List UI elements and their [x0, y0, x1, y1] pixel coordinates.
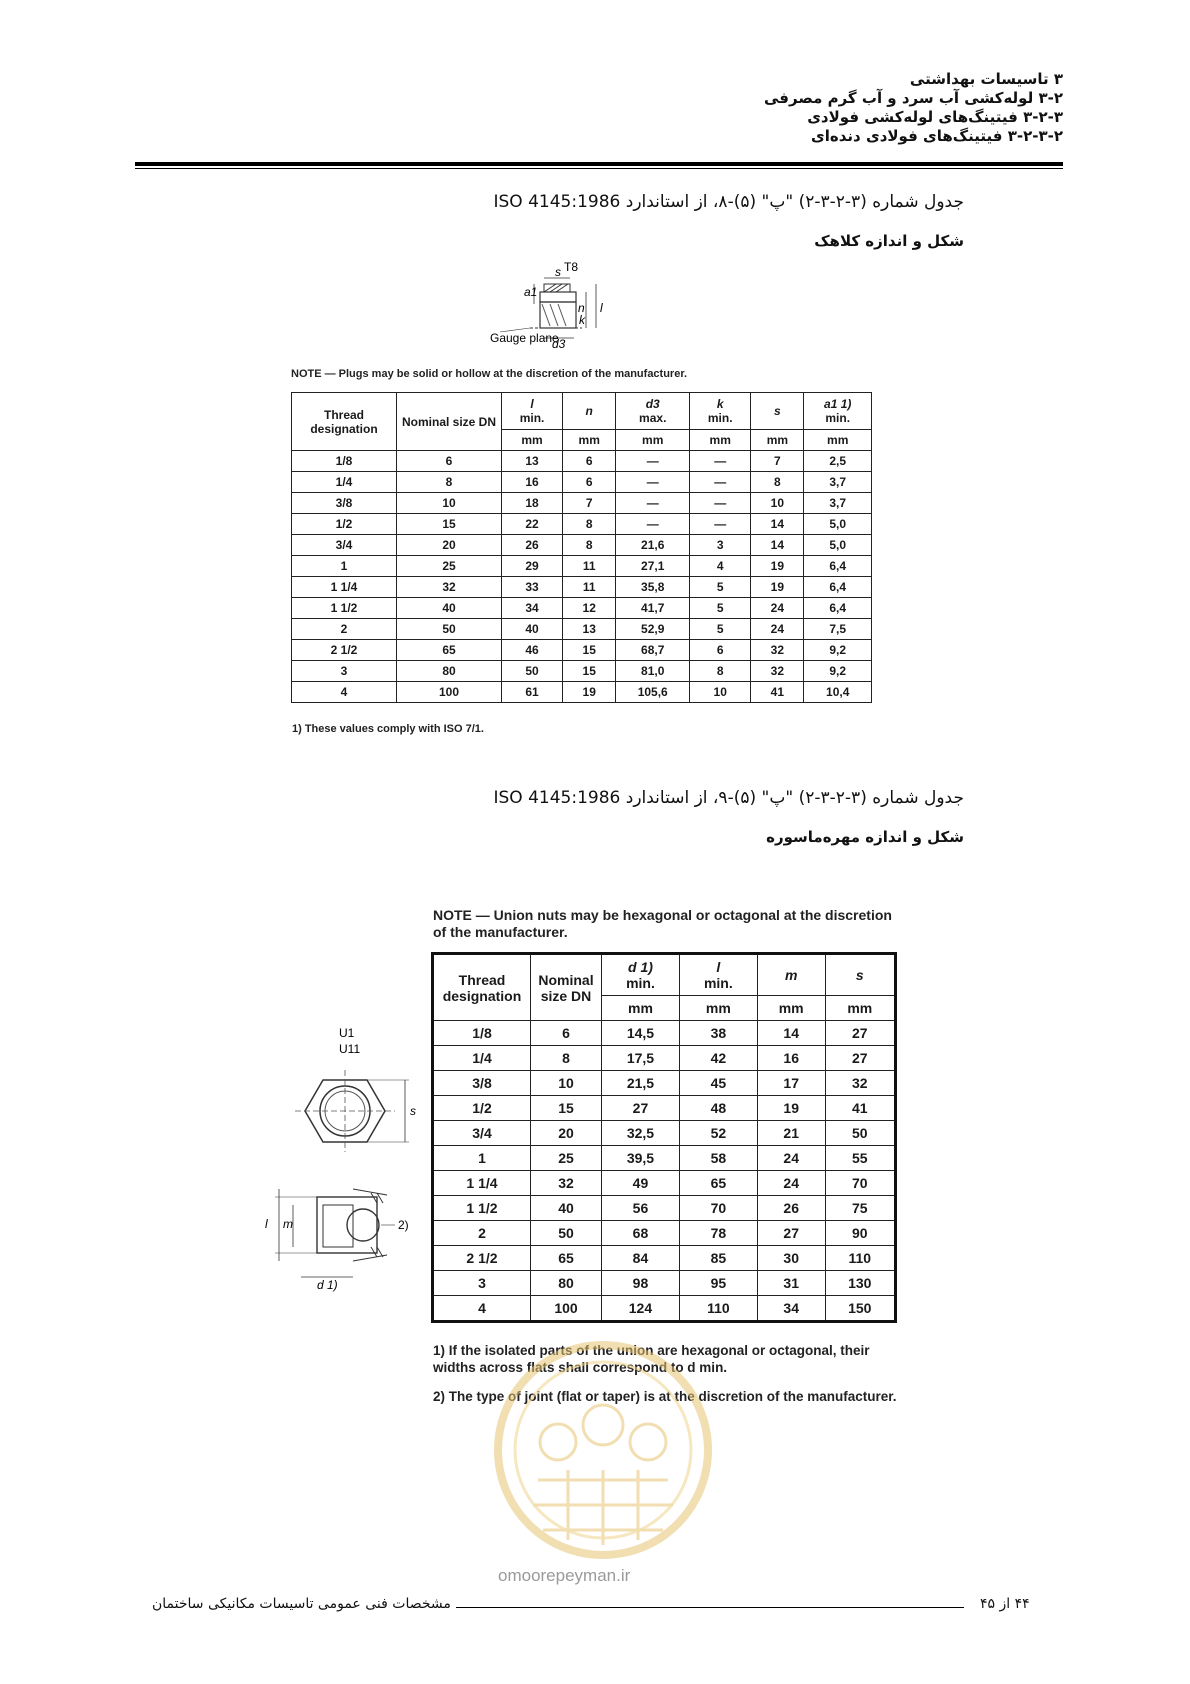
table-row	[433, 1071, 896, 1096]
table-cell: 110	[679, 1296, 757, 1322]
table-cell: 31	[757, 1271, 825, 1296]
table-cell: 52	[679, 1121, 757, 1146]
table1-body	[292, 451, 872, 703]
table-cell: 150	[825, 1296, 895, 1322]
table-cell: 124	[602, 1296, 680, 1322]
table-cell: 10,4	[804, 682, 872, 703]
table-cell: 35,8	[616, 577, 690, 598]
table-cell: 25	[531, 1146, 602, 1171]
table-cell: 2 1/2	[433, 1246, 531, 1271]
page-header	[363, 70, 1063, 146]
table-cell: 105,6	[616, 682, 690, 703]
th-l: l min.	[502, 393, 563, 430]
table-row	[292, 640, 872, 661]
th-n: n	[563, 393, 616, 430]
table-cell: 1 1/2	[292, 598, 397, 619]
th-a1: a1 1) min.	[804, 393, 872, 430]
table-row	[292, 556, 872, 577]
table-cell: 27,1	[616, 556, 690, 577]
th-nominal: Nominal size DN	[531, 954, 602, 1021]
table-cell: 21,5	[602, 1071, 680, 1096]
table-cell: 27	[602, 1096, 680, 1121]
th-thread: Thread designation	[292, 393, 397, 451]
header-rule-thick	[135, 162, 1063, 166]
table-cell: 1	[433, 1146, 531, 1171]
table-cell: 30	[757, 1246, 825, 1271]
th-thread: Thread designation	[433, 954, 531, 1021]
table-cell: 15	[563, 640, 616, 661]
th-d3: d3 max.	[616, 393, 690, 430]
table-cell: 10	[751, 493, 804, 514]
table-cell: 15	[397, 514, 502, 535]
table-cell: 13	[563, 619, 616, 640]
table-cell: 52,9	[616, 619, 690, 640]
unit-cell: mm	[679, 996, 757, 1021]
table-cell: 6	[563, 451, 616, 472]
fig-label-m: m	[283, 1217, 293, 1231]
unit-cell: mm	[804, 430, 872, 451]
table-cell: 21	[757, 1121, 825, 1146]
table-cell: —	[616, 451, 690, 472]
table-cell: 55	[825, 1146, 895, 1171]
th-s: s	[825, 954, 895, 996]
table-cell: 27	[825, 1021, 895, 1046]
table-cell: 5	[690, 619, 751, 640]
table-cell: 8	[531, 1046, 602, 1071]
table-cell: 61	[502, 682, 563, 703]
table-cell: 19	[563, 682, 616, 703]
table-cell: 2,5	[804, 451, 872, 472]
table-cell: 50	[397, 619, 502, 640]
table-row	[433, 1221, 896, 1246]
table-cell: 10	[397, 493, 502, 514]
cap-drawing	[490, 260, 650, 360]
table-cell: 32,5	[602, 1121, 680, 1146]
table-cell: 16	[757, 1046, 825, 1071]
table-cell: 1/4	[292, 472, 397, 493]
table-cell: 26	[502, 535, 563, 556]
fig-label-l: l	[265, 1217, 268, 1231]
table2-body	[433, 1021, 896, 1322]
unit-cell: mm	[757, 996, 825, 1021]
table-cell: 68	[602, 1221, 680, 1246]
table-cell: 4	[690, 556, 751, 577]
th-d: d 1) min.	[602, 954, 680, 996]
footer-page-number: ۴۴ از ۴۵	[980, 1596, 1030, 1612]
table-cell: 6	[563, 472, 616, 493]
figure-code-u11: U11	[339, 1042, 361, 1056]
table-cell: 1 1/4	[433, 1171, 531, 1196]
table-cell: 15	[563, 661, 616, 682]
table-cell: 3/4	[292, 535, 397, 556]
table-cell: 17,5	[602, 1046, 680, 1071]
table-row	[292, 535, 872, 556]
table-row	[292, 472, 872, 493]
table-row	[433, 1196, 896, 1221]
table-cell: 50	[531, 1221, 602, 1246]
table-cell: 4	[433, 1296, 531, 1322]
table-row	[292, 598, 872, 619]
table-cell: 32	[531, 1171, 602, 1196]
table-cell: 34	[757, 1296, 825, 1322]
table-cell: 110	[825, 1246, 895, 1271]
table-cell: 15	[531, 1096, 602, 1121]
table-cell: 4	[292, 682, 397, 703]
table-row	[292, 682, 872, 703]
table-cell: 1/2	[292, 514, 397, 535]
fig-label-d: d 1)	[317, 1278, 338, 1292]
table-cell: 20	[531, 1121, 602, 1146]
table-row	[292, 619, 872, 640]
table-cell: 18	[502, 493, 563, 514]
table-cell: 100	[531, 1296, 602, 1322]
table-cell: 32	[751, 661, 804, 682]
table-cell: 5	[690, 577, 751, 598]
table-cell: 40	[502, 619, 563, 640]
table-row	[433, 1146, 896, 1171]
table-cell: 41	[825, 1096, 895, 1121]
table-cell: 14	[751, 535, 804, 556]
table-cell: 56	[602, 1196, 680, 1221]
table-cell: 14,5	[602, 1021, 680, 1046]
table-cell: 8	[690, 661, 751, 682]
table-cell: 48	[679, 1096, 757, 1121]
table-cell: 81,0	[616, 661, 690, 682]
table-cell: —	[690, 472, 751, 493]
table2-note: NOTE — Union nuts may be hexagonal or octagonal at the discretion of the manufacturer.	[433, 907, 892, 940]
table-cell: —	[616, 493, 690, 514]
table-cell: 65	[397, 640, 502, 661]
table-cell: 95	[679, 1271, 757, 1296]
fig-label-n: n	[578, 301, 585, 315]
table-cell: 1/8	[292, 451, 397, 472]
table-cell: 24	[757, 1171, 825, 1196]
table-cell: 1 1/2	[433, 1196, 531, 1221]
table-cell: 1/4	[433, 1046, 531, 1071]
th-s: s	[751, 393, 804, 430]
table-cell: 20	[397, 535, 502, 556]
table-cell: 7	[751, 451, 804, 472]
table-cell: 9,2	[804, 661, 872, 682]
table-cell: 70	[825, 1171, 895, 1196]
table-cell: 9,2	[804, 640, 872, 661]
table-row	[292, 451, 872, 472]
table-cell: 2	[292, 619, 397, 640]
table-cell: 10	[690, 682, 751, 703]
table-cell: 14	[751, 514, 804, 535]
table-cell: 3/8	[433, 1071, 531, 1096]
fig-label-a1: a1	[524, 285, 538, 299]
table2-footnote-2: 2) The type of joint (flat or taper) is at the discretion of the manufacturer.	[433, 1389, 897, 1404]
table-cell: 6	[531, 1021, 602, 1046]
table-cell: 45	[679, 1071, 757, 1096]
table-row	[292, 493, 872, 514]
table-row	[292, 577, 872, 598]
table-cell: 68,7	[616, 640, 690, 661]
table-cell: 14	[757, 1021, 825, 1046]
table-cell: 84	[602, 1246, 680, 1271]
table2-subtitle: شکل و اندازه مهره‌ماسوره	[766, 828, 964, 846]
plug-dimensions-table	[291, 392, 872, 703]
footer-rule	[456, 1607, 964, 1608]
table-cell: 24	[751, 619, 804, 640]
unit-cell: mm	[690, 430, 751, 451]
table-cell: 5	[690, 598, 751, 619]
header-line-1: ۳ تاسیسات بهداشتی	[909, 70, 1063, 88]
table-cell: 3,7	[804, 472, 872, 493]
table-cell: 130	[825, 1271, 895, 1296]
unit-cell: mm	[602, 996, 680, 1021]
th-k: k min.	[690, 393, 751, 430]
table-cell: 27	[757, 1221, 825, 1246]
table-cell: 2	[433, 1221, 531, 1246]
table-cell: 80	[397, 661, 502, 682]
table-cell: 19	[757, 1096, 825, 1121]
table-cell: 13	[502, 451, 563, 472]
union-nut-dimensions-table	[431, 952, 897, 1323]
table-cell: 12	[563, 598, 616, 619]
table1-caption: جدول شماره (۳-۲-۳-۲) "پ" (۵)-۸، از استاندارد ISO 4145:1986	[493, 192, 964, 212]
table-cell: 1/8	[433, 1021, 531, 1046]
table2-header-row	[433, 954, 896, 996]
table-cell: 78	[679, 1221, 757, 1246]
table-cell: —	[616, 472, 690, 493]
fig-label-2: 2)	[398, 1218, 409, 1232]
table-cell: 17	[757, 1071, 825, 1096]
table-row	[433, 1271, 896, 1296]
table-cell: 22	[502, 514, 563, 535]
table-cell: 25	[397, 556, 502, 577]
table-cell: 98	[602, 1271, 680, 1296]
table-cell: 50	[825, 1121, 895, 1146]
table-cell: 6,4	[804, 556, 872, 577]
fig-label-k: k	[579, 313, 585, 327]
table-cell: 19	[751, 556, 804, 577]
header-line-2: ۳-۲ لوله‌کشی آب سرد و آب گرم مصرفی	[763, 89, 1063, 107]
table-cell: 24	[751, 598, 804, 619]
table-row	[433, 1246, 896, 1271]
table-row	[433, 1096, 896, 1121]
table-cell: 11	[563, 556, 616, 577]
table-cell: 3	[292, 661, 397, 682]
table-cell: 100	[397, 682, 502, 703]
table-cell: 5,0	[804, 535, 872, 556]
table-cell: 26	[757, 1196, 825, 1221]
th-nominal: Nominal size DN	[397, 393, 502, 451]
table-cell: 8	[397, 472, 502, 493]
table-cell: 65	[531, 1246, 602, 1271]
table-cell: 41,7	[616, 598, 690, 619]
table-cell: —	[690, 493, 751, 514]
table-row	[292, 661, 872, 682]
table1-header-row	[292, 393, 872, 430]
th-m: m	[757, 954, 825, 996]
table-cell: 6	[397, 451, 502, 472]
table-cell: 8	[563, 514, 616, 535]
table-cell: 58	[679, 1146, 757, 1171]
figure-code-u1: U1	[339, 1026, 355, 1040]
table-cell: 16	[502, 472, 563, 493]
table2-footnote-1: 1) If the isolated parts of the union are hexagonal or octagonal, their widths across flats shall correspond to d min.	[433, 1343, 870, 1375]
table-cell: 6,4	[804, 577, 872, 598]
table-cell: 29	[502, 556, 563, 577]
unit-cell: mm	[502, 430, 563, 451]
table-row	[292, 514, 872, 535]
table-cell: —	[690, 514, 751, 535]
union-nut-drawing	[255, 1025, 425, 1295]
table-cell: 39,5	[602, 1146, 680, 1171]
table-cell: 3	[433, 1271, 531, 1296]
table-row	[433, 1296, 896, 1322]
watermark-seal	[488, 1330, 718, 1580]
table-cell: 19	[751, 577, 804, 598]
table-cell: 1/2	[433, 1096, 531, 1121]
table-cell: 3/8	[292, 493, 397, 514]
table-cell: 3,7	[804, 493, 872, 514]
figure-code-t8: T8	[564, 260, 579, 274]
table-cell: 27	[825, 1046, 895, 1071]
table-cell: 46	[502, 640, 563, 661]
table-cell: 1 1/4	[292, 577, 397, 598]
table-cell: 70	[679, 1196, 757, 1221]
footer-book-title: مشخصات فنی عمومی تاسیسات مکانیکی ساختمان	[152, 1596, 451, 1612]
table-cell: 41	[751, 682, 804, 703]
fig-label-s: s	[410, 1104, 416, 1118]
table-cell: 7	[563, 493, 616, 514]
table1-note: NOTE — Plugs may be solid or hollow at the discretion of the manufacturer.	[291, 368, 688, 380]
table-cell: 32	[751, 640, 804, 661]
header-line-4: ۳-۲-۳-۲ فیتینگ‌های فولادی دنده‌ای	[810, 127, 1063, 145]
unit-cell: mm	[751, 430, 804, 451]
table-row	[433, 1021, 896, 1046]
unit-cell: mm	[563, 430, 616, 451]
table-cell: 11	[563, 577, 616, 598]
table-cell: 42	[679, 1046, 757, 1071]
table-cell: 40	[397, 598, 502, 619]
fig-label-d3: d3	[552, 337, 566, 351]
table-cell: 32	[397, 577, 502, 598]
table-cell: 21,6	[616, 535, 690, 556]
table-cell: 50	[502, 661, 563, 682]
header-line-3: ۳-۲-۳ فیتینگ‌های لوله‌کشی فولادی	[807, 108, 1063, 126]
watermark-text: omoorepeyman.ir	[498, 1566, 631, 1585]
table-cell: 33	[502, 577, 563, 598]
fig-label-l: l	[600, 301, 603, 315]
table-cell: 8	[751, 472, 804, 493]
table-cell: 3	[690, 535, 751, 556]
fig-label-s: s	[555, 265, 561, 279]
unit-cell: mm	[825, 996, 895, 1021]
table-cell: 32	[825, 1071, 895, 1096]
table-cell: 3/4	[433, 1121, 531, 1146]
table-cell: 10	[531, 1071, 602, 1096]
table-cell: 5,0	[804, 514, 872, 535]
table-cell: 6,4	[804, 598, 872, 619]
fig-label-gauge: Gauge plane	[490, 331, 559, 345]
table2-caption: جدول شماره (۳-۲-۳-۲) "پ" (۵)-۹، از استاندارد ISO 4145:1986	[493, 788, 964, 808]
table-cell: 2 1/2	[292, 640, 397, 661]
table-cell: 75	[825, 1196, 895, 1221]
table-cell: 85	[679, 1246, 757, 1271]
header-rule-thin	[135, 168, 1063, 169]
table-cell: 1	[292, 556, 397, 577]
unit-cell: mm	[616, 430, 690, 451]
table-cell: 90	[825, 1221, 895, 1246]
table-cell: 6	[690, 640, 751, 661]
table-cell: —	[690, 451, 751, 472]
table-cell: 40	[531, 1196, 602, 1221]
table-row	[433, 1121, 896, 1146]
table-row	[433, 1171, 896, 1196]
table-cell: —	[616, 514, 690, 535]
table-cell: 80	[531, 1271, 602, 1296]
table1-subtitle: شکل و اندازه کلاهک	[814, 232, 964, 250]
table-cell: 65	[679, 1171, 757, 1196]
table-cell: 24	[757, 1146, 825, 1171]
table-cell: 7,5	[804, 619, 872, 640]
table1-footnote: 1) These values comply with ISO 7/1.	[292, 723, 484, 735]
table-cell: 49	[602, 1171, 680, 1196]
table-cell: 8	[563, 535, 616, 556]
table-cell: 34	[502, 598, 563, 619]
th-l: l min.	[679, 954, 757, 996]
table-cell: 38	[679, 1021, 757, 1046]
table-row	[433, 1046, 896, 1071]
